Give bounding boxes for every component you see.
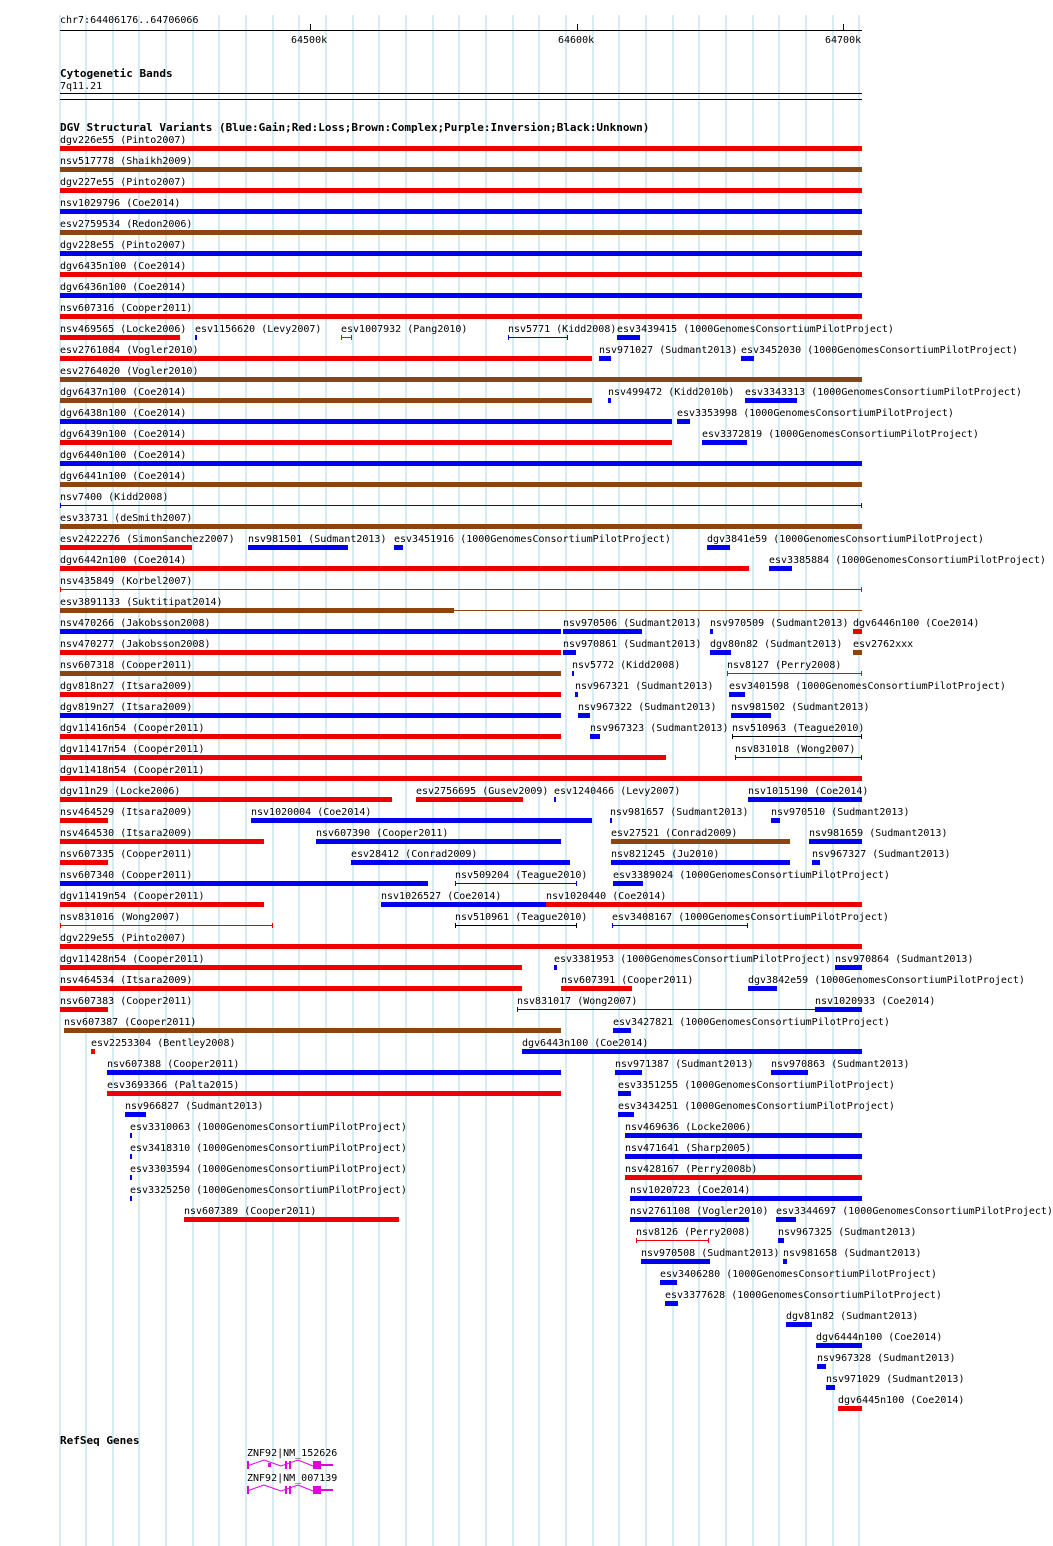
variant-label[interactable]: dgv6445n100 (Coe2014) — [838, 1395, 965, 1406]
variant-label[interactable]: nsv607316 (Cooper2011) — [60, 303, 193, 314]
variant-label[interactable]: dgv6440n100 (Coe2014) — [60, 450, 187, 461]
variant-label[interactable]: nsv1020933 (Coe2014) — [815, 996, 936, 1007]
variant-label[interactable]: nsv509204 (Teague2010) — [455, 870, 588, 881]
gene-label[interactable]: ZNF92|NM_152626 — [247, 1448, 338, 1459]
variant-label[interactable]: nsv1015190 (Coe2014) — [748, 786, 869, 797]
variant-label[interactable]: esv3427821 (1000GenomesConsortiumPilotProject) — [613, 1017, 890, 1028]
variant-label[interactable]: esv2422276 (SimonSanchez2007) — [60, 534, 235, 545]
variant-label[interactable]: nsv469636 (Locke2006) — [625, 1122, 752, 1133]
variant-label[interactable]: esv3452030 (1000GenomesConsortiumPilotProject) — [741, 345, 1018, 356]
variant-label[interactable]: esv3451916 (1000GenomesConsortiumPilotProject) — [394, 534, 671, 545]
variant-label[interactable]: nsv7400 (Kidd2008) — [60, 492, 169, 503]
variant-label[interactable]: esv2762xxx — [853, 639, 914, 650]
variant-label[interactable]: nsv428167 (Perry2008b) — [625, 1164, 758, 1175]
variant-label[interactable]: dgv11418n54 (Cooper2011) — [60, 765, 205, 776]
variant-label[interactable]: esv33731 (deSmith2007) — [60, 513, 193, 524]
variant-label[interactable]: esv2756695 (Gusev2009) — [416, 786, 549, 797]
gene-model[interactable] — [247, 1485, 333, 1494]
variant-label[interactable]: dgv6439n100 (Coe2014) — [60, 429, 187, 440]
cytoband-track-title[interactable]: Cytogenetic Bands — [60, 67, 173, 80]
variant-label[interactable]: esv3439415 (1000GenomesConsortiumPilotProject) — [617, 324, 894, 335]
gene-label[interactable]: ZNF92|NM_007139 — [247, 1473, 338, 1484]
variant-label[interactable]: esv2253304 (Bentley2008) — [91, 1038, 236, 1049]
variant-label[interactable]: nsv510963 (Teague2010) — [732, 723, 865, 734]
variant-label[interactable]: nsv970861 (Sudmant2013) — [563, 639, 702, 650]
variant-label[interactable]: dgv80n82 (Sudmant2013) — [710, 639, 843, 650]
variant-label[interactable]: nsv981658 (Sudmant2013) — [783, 1248, 922, 1259]
variant-label[interactable]: dgv11419n54 (Cooper2011) — [60, 891, 205, 902]
variant-label[interactable]: nsv510961 (Teague2010) — [455, 912, 588, 923]
variant-label[interactable]: nsv464530 (Itsara2009) — [60, 828, 193, 839]
variant-label[interactable]: nsv1026527 (Coe2014) — [381, 891, 502, 902]
variant-label[interactable]: dgv3842e59 (1000GenomesConsortiumPilotProject) — [748, 975, 1025, 986]
variant-label[interactable]: nsv607335 (Cooper2011) — [60, 849, 193, 860]
variant-label[interactable]: nsv971027 (Sudmant2013) — [599, 345, 738, 356]
variant-label[interactable]: nsv607391 (Cooper2011) — [561, 975, 694, 986]
variant-label[interactable]: nsv499472 (Kidd2010b) — [608, 387, 735, 398]
variant-label[interactable]: nsv607340 (Cooper2011) — [60, 870, 193, 881]
variant-label[interactable]: nsv970508 (Sudmant2013) — [641, 1248, 780, 1259]
variant-label[interactable]: nsv981501 (Sudmant2013) — [248, 534, 387, 545]
variant-label[interactable]: nsv966827 (Sudmant2013) — [125, 1101, 264, 1112]
variant-label[interactable]: nsv2761108 (Vogler2010) — [630, 1206, 769, 1217]
variant-label[interactable]: esv3344697 (1000GenomesConsortiumPilotProject) — [776, 1206, 1053, 1217]
variant-label[interactable]: dgv11417n54 (Cooper2011) — [60, 744, 205, 755]
variant-label[interactable]: nsv464529 (Itsara2009) — [60, 807, 193, 818]
ruler-tick-label: 64500k — [291, 35, 328, 46]
variant-label[interactable]: esv2759534 (Redon2006) — [60, 219, 193, 230]
dgv-track-title[interactable]: DGV Structural Variants (Blue:Gain;Red:Loss;Brown:Complex;Purple:Inversion;Black:Unknown) — [60, 121, 650, 134]
variant-label[interactable]: nsv607318 (Cooper2011) — [60, 660, 193, 671]
ruler-position: chr7:64406176..64706066 — [60, 15, 199, 26]
variant-label[interactable]: esv3408167 (1000GenomesConsortiumPilotProject) — [612, 912, 889, 923]
variant-label[interactable]: nsv471641 (Sharp2005) — [625, 1143, 752, 1154]
variant-label[interactable]: nsv1020723 (Coe2014) — [630, 1185, 751, 1196]
variant-label[interactable]: esv3389024 (1000GenomesConsortiumPilotProject) — [613, 870, 890, 881]
variant-label[interactable]: nsv8127 (Perry2008) — [727, 660, 842, 671]
variant-label[interactable]: esv3693366 (Palta2015) — [107, 1080, 240, 1091]
gene-model[interactable] — [247, 1460, 333, 1469]
variant-label[interactable]: esv1007932 (Pang2010) — [341, 324, 468, 335]
variant-label[interactable]: nsv5772 (Kidd2008) — [572, 660, 681, 671]
ruler-tick-label: 64600k — [558, 35, 595, 46]
variant-label[interactable]: dgv6442n100 (Coe2014) — [60, 555, 187, 566]
variant-label[interactable]: nsv967328 (Sudmant2013) — [817, 1353, 956, 1364]
variant-label[interactable]: nsv607389 (Cooper2011) — [184, 1206, 317, 1217]
ruler-tick-label: 64700k — [825, 35, 862, 46]
variant-label[interactable]: dgv11n29 (Locke2006) — [60, 786, 181, 797]
cytoband-label: 7q11.21 — [60, 81, 103, 92]
variant-label[interactable]: esv27521 (Conrad2009) — [611, 828, 738, 839]
variant-label[interactable]: dgv6443n100 (Coe2014) — [522, 1038, 649, 1049]
variant-label[interactable]: dgv11428n54 (Cooper2011) — [60, 954, 205, 965]
variant-label[interactable]: nsv469565 (Locke2006) — [60, 324, 187, 335]
variant-label[interactable]: dgv6444n100 (Coe2014) — [816, 1332, 943, 1343]
variant-label[interactable]: dgv6446n100 (Coe2014) — [853, 618, 980, 629]
variant-label[interactable]: nsv470266 (Jakobsson2008) — [60, 618, 211, 629]
variant-label[interactable]: esv28412 (Conrad2009) — [351, 849, 478, 860]
variant-label[interactable]: nsv967327 (Sudmant2013) — [812, 849, 951, 860]
variant-label[interactable]: nsv831017 (Wong2007) — [517, 996, 638, 1007]
variant-label[interactable]: nsv517778 (Shaikh2009) — [60, 156, 193, 167]
variant-label[interactable]: dgv819n27 (Itsara2009) — [60, 702, 193, 713]
variant-label[interactable]: esv1156620 (Levy2007) — [195, 324, 322, 335]
variant-label[interactable]: nsv970510 (Sudmant2013) — [771, 807, 910, 818]
variant-label[interactable]: nsv607390 (Cooper2011) — [316, 828, 449, 839]
variant-label[interactable]: dgv818n27 (Itsara2009) — [60, 681, 193, 692]
variant-label[interactable]: esv3891133 (Suktitipat2014) — [60, 597, 223, 608]
variant-label[interactable]: esv3418310 (1000GenomesConsortiumPilotProject) — [130, 1143, 407, 1154]
variant-label[interactable]: esv3434251 (1000GenomesConsortiumPilotProject) — [618, 1101, 895, 1112]
variant-label[interactable]: nsv970506 (Sudmant2013) — [563, 618, 702, 629]
variant-label[interactable]: nsv831018 (Wong2007) — [735, 744, 856, 755]
variant-label[interactable]: esv3325250 (1000GenomesConsortiumPilotProject) — [130, 1185, 407, 1196]
variant-label[interactable]: nsv470277 (Jakobsson2008) — [60, 639, 211, 650]
variant-label[interactable]: dgv229e55 (Pinto2007) — [60, 933, 187, 944]
variant-label[interactable]: nsv967322 (Sudmant2013) — [578, 702, 717, 713]
variant-label[interactable]: esv3310063 (1000GenomesConsortiumPilotProject) — [130, 1122, 407, 1133]
variant-label[interactable]: dgv226e55 (Pinto2007) — [60, 135, 187, 146]
variant-label[interactable]: dgv6435n100 (Coe2014) — [60, 261, 187, 272]
variant-label[interactable]: dgv6437n100 (Coe2014) — [60, 387, 187, 398]
variant-label[interactable]: esv3377628 (1000GenomesConsortiumPilotProject) — [665, 1290, 942, 1301]
variant-label[interactable]: dgv228e55 (Pinto2007) — [60, 240, 187, 251]
variant-label[interactable]: nsv971029 (Sudmant2013) — [826, 1374, 965, 1385]
variant-label[interactable]: dgv6438n100 (Coe2014) — [60, 408, 187, 419]
variant-label[interactable]: nsv970863 (Sudmant2013) — [771, 1059, 910, 1070]
variant-label[interactable]: nsv981502 (Sudmant2013) — [731, 702, 870, 713]
variant-label[interactable]: dgv6441n100 (Coe2014) — [60, 471, 187, 482]
variant-label[interactable]: nsv967325 (Sudmant2013) — [778, 1227, 917, 1238]
variant-label[interactable]: nsv970864 (Sudmant2013) — [835, 954, 974, 965]
variant-label[interactable]: nsv5771 (Kidd2008) — [508, 324, 617, 335]
variant-label[interactable]: esv3406280 (1000GenomesConsortiumPilotProject) — [660, 1269, 937, 1280]
variant-label[interactable]: esv3372819 (1000GenomesConsortiumPilotProject) — [702, 429, 979, 440]
variant-label[interactable]: nsv981659 (Sudmant2013) — [809, 828, 948, 839]
variant-label[interactable]: esv1240466 (Levy2007) — [554, 786, 681, 797]
variant-label[interactable]: esv3353998 (1000GenomesConsortiumPilotProject) — [677, 408, 954, 419]
variant-label[interactable]: esv2761084 (Vogler2010) — [60, 345, 199, 356]
variant-label[interactable]: nsv464534 (Itsara2009) — [60, 975, 193, 986]
variant-label[interactable]: nsv607383 (Cooper2011) — [60, 996, 193, 1007]
variant-label[interactable]: dgv6436n100 (Coe2014) — [60, 282, 187, 293]
variant-label[interactable]: dgv11416n54 (Cooper2011) — [60, 723, 205, 734]
variant-label[interactable]: dgv81n82 (Sudmant2013) — [786, 1311, 919, 1322]
variant-label[interactable]: nsv435849 (Korbel2007) — [60, 576, 193, 587]
variant-label[interactable]: nsv1020440 (Coe2014) — [546, 891, 667, 902]
variant-label[interactable]: esv3343313 (1000GenomesConsortiumPilotProject) — [745, 387, 1022, 398]
variant-label[interactable]: dgv227e55 (Pinto2007) — [60, 177, 187, 188]
variant-label[interactable]: nsv831016 (Wong2007) — [60, 912, 181, 923]
variant-label[interactable]: nsv967321 (Sudmant2013) — [575, 681, 714, 692]
variant-label[interactable]: nsv607388 (Cooper2011) — [107, 1059, 240, 1070]
variant-label[interactable]: nsv607387 (Cooper2011) — [64, 1017, 197, 1028]
variant-label[interactable]: esv3401598 (1000GenomesConsortiumPilotProject) — [729, 681, 1006, 692]
variant-label[interactable]: esv3385884 (1000GenomesConsortiumPilotProject) — [769, 555, 1046, 566]
variant-label[interactable]: nsv971387 (Sudmant2013) — [615, 1059, 754, 1070]
variant-label[interactable]: nsv981657 (Sudmant2013) — [610, 807, 749, 818]
variant-label[interactable]: esv3381953 (1000GenomesConsortiumPilotProject) — [554, 954, 831, 965]
variant-label[interactable]: dgv3841e59 (1000GenomesConsortiumPilotProject) — [707, 534, 984, 545]
variant-label[interactable]: esv2764020 (Vogler2010) — [60, 366, 199, 377]
variant-label[interactable]: esv3303594 (1000GenomesConsortiumPilotProject) — [130, 1164, 407, 1175]
variant-label[interactable]: nsv967323 (Sudmant2013) — [590, 723, 729, 734]
variant-label[interactable]: esv3351255 (1000GenomesConsortiumPilotProject) — [618, 1080, 895, 1091]
variant-label[interactable]: nsv1029796 (Coe2014) — [60, 198, 181, 209]
variant-label[interactable]: nsv821245 (Ju2010) — [611, 849, 720, 860]
refseq-track-title[interactable]: RefSeq Genes — [60, 1434, 140, 1447]
variant-label[interactable]: nsv8126 (Perry2008) — [636, 1227, 751, 1238]
variant-label[interactable]: nsv1020004 (Coe2014) — [251, 807, 372, 818]
variant-label[interactable]: nsv970509 (Sudmant2013) — [710, 618, 849, 629]
